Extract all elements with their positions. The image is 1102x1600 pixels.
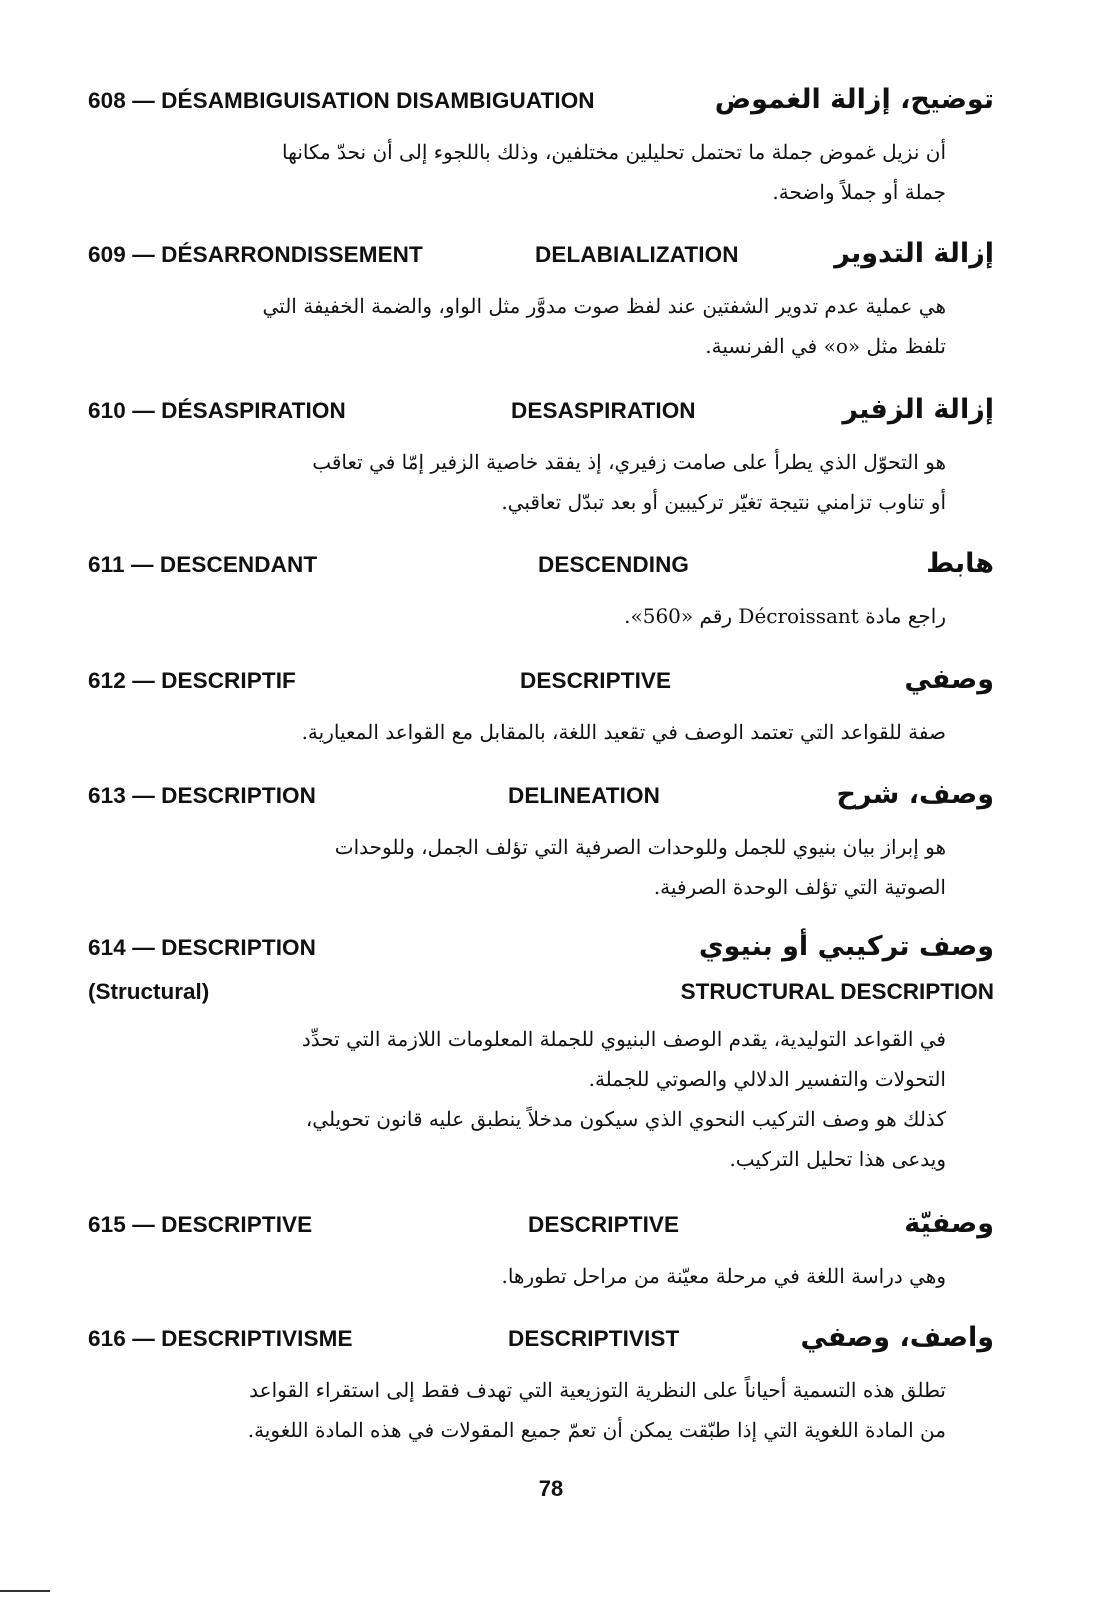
entry-heading xyxy=(88,548,994,596)
entry-612 xyxy=(88,664,994,752)
definition-line: جملة أو جملاً واضحة. xyxy=(772,180,946,204)
french-term: 612 — DESCRIPTIF xyxy=(88,668,296,693)
entry-heading xyxy=(88,1322,994,1370)
definition xyxy=(88,286,994,366)
entry-heading xyxy=(88,931,994,979)
french-term: 615 — DESCRIPTIVE xyxy=(88,1212,313,1237)
english-term: DELINEATION xyxy=(508,783,660,808)
definition-line: هي عملية عدم تدوير الشفتين عند لفظ صوت مدوَّر مثل الواو، والضمة الخفيفة التي xyxy=(262,294,946,318)
definition xyxy=(88,827,994,907)
french-term: 609 — DÉSARRONDISSEMENT xyxy=(88,242,423,267)
entry-subheading xyxy=(88,979,994,1019)
english-term: DESCENDING xyxy=(538,552,690,577)
definition-line: هو إبراز بيان بنيوي للجمل وللوحدات الصرفية التي تؤلف الجمل، وللوحدات xyxy=(334,835,946,859)
definition xyxy=(88,1256,994,1296)
definition-line: أو تناوب تزامني نتيجة تغيّر تركيبين أو بعد تبدّل تعاقبي. xyxy=(501,490,946,514)
french-term: 611 — DESCENDANT xyxy=(88,552,318,577)
entry-heading xyxy=(88,394,994,442)
english-term: DELABIALIZATION xyxy=(535,242,739,267)
definition xyxy=(88,596,994,636)
definition xyxy=(88,1019,994,1179)
definition-line: كذلك هو وصف التركيب النحوي الذي سيكون مدخلاً ينطبق عليه قانون تحويلي، xyxy=(305,1107,946,1131)
english-term: DESCRIPTIVIST xyxy=(508,1326,680,1351)
page-number: 78 xyxy=(538,1476,564,1501)
entry-610 xyxy=(88,394,994,522)
arabic-term: هابط xyxy=(926,548,994,579)
definition xyxy=(88,132,994,212)
arabic-term: توضيح، إزالة الغموض xyxy=(714,84,994,115)
definition xyxy=(88,1370,994,1450)
definition-line: وهي دراسة اللغة في مرحلة معيّنة من مراحل تطورها. xyxy=(501,1264,946,1288)
french-term: 616 — DESCRIPTIVISME xyxy=(88,1326,353,1351)
entry-613 xyxy=(88,779,994,907)
definition-line: تلفظ مثل «o» في الفرنسية. xyxy=(705,334,946,358)
definition-line: الصوتية التي تؤلف الوحدة الصرفية. xyxy=(653,875,946,899)
definition xyxy=(88,442,994,522)
entry-heading xyxy=(88,664,994,712)
entry-heading xyxy=(88,1208,994,1256)
definition-line: ويدعى هذا تحليل التركيب. xyxy=(729,1147,946,1171)
definition-line: من المادة اللغوية التي إذا طبّقت يمكن أن تعمّ جميع المقولات في هذه المادة اللغوية. xyxy=(247,1418,946,1442)
entry-heading xyxy=(88,238,994,286)
definition xyxy=(88,712,994,752)
entry-614 xyxy=(88,931,994,1179)
french-term: 610 — DÉSASPIRATION xyxy=(88,398,346,423)
french-qualifier: (Structural) xyxy=(88,979,210,1004)
english-term: DESCRIPTIVE xyxy=(520,668,672,693)
entry-609 xyxy=(88,238,994,366)
entry-608 xyxy=(88,84,994,212)
english-term: STRUCTURAL DESCRIPTION xyxy=(680,979,994,1004)
entry-615 xyxy=(88,1208,994,1296)
arabic-term: واصف، وصفي xyxy=(800,1322,994,1353)
english-term: DESCRIPTIVE xyxy=(528,1212,680,1237)
arabic-term: وصفيّة xyxy=(904,1208,994,1239)
french-term: 613 — DESCRIPTION xyxy=(88,783,317,808)
arabic-term: وصف تركيبي أو بنيوي xyxy=(698,931,994,962)
entry-heading xyxy=(88,84,994,132)
definition-line: تطلق هذه التسمية أحياناً على النظرية التوزيعية التي تهدف فقط إلى استقراء القواعد xyxy=(249,1378,946,1402)
arabic-term: وصفي xyxy=(904,664,994,695)
definition-line: راجع مادة Décroissant رقم «560». xyxy=(624,604,946,628)
definition-line: هو التحوّل الذي يطرأ على صامت زفيري، إذ يفقد خاصية الزفير إمّا في تعاقب xyxy=(312,450,946,474)
entry-heading xyxy=(88,779,994,827)
arabic-term: إزالة الزفير xyxy=(842,394,994,425)
entry-611 xyxy=(88,548,994,636)
arabic-term: وصف، شرح xyxy=(836,779,994,810)
definition-line: في القواعد التوليدية، يقدم الوصف البنيوي للجملة المعلومات اللازمة التي تحدِّد xyxy=(301,1027,946,1051)
bottom-rule-divider xyxy=(0,1590,50,1592)
english-term: DESASPIRATION xyxy=(511,398,696,423)
french-term: 614 — DESCRIPTION xyxy=(88,935,317,960)
arabic-term: إزالة التدوير xyxy=(834,238,994,269)
definition-line: صفة للقواعد التي تعتمد الوصف في تقعيد اللغة، بالمقابل مع القواعد المعيارية. xyxy=(301,720,946,744)
french-english-term: 608 — DÉSAMBIGUISATION DISAMBIGUATION xyxy=(88,88,595,113)
definition-line: أن نزيل غموض جملة ما تحتمل تحليلين مختلفين، وذلك باللجوء إلى أن نحدّ مكانها xyxy=(282,140,946,164)
entry-616 xyxy=(88,1322,994,1450)
definition-line: التحولات والتفسير الدلالي والصوتي للجملة. xyxy=(588,1067,946,1091)
